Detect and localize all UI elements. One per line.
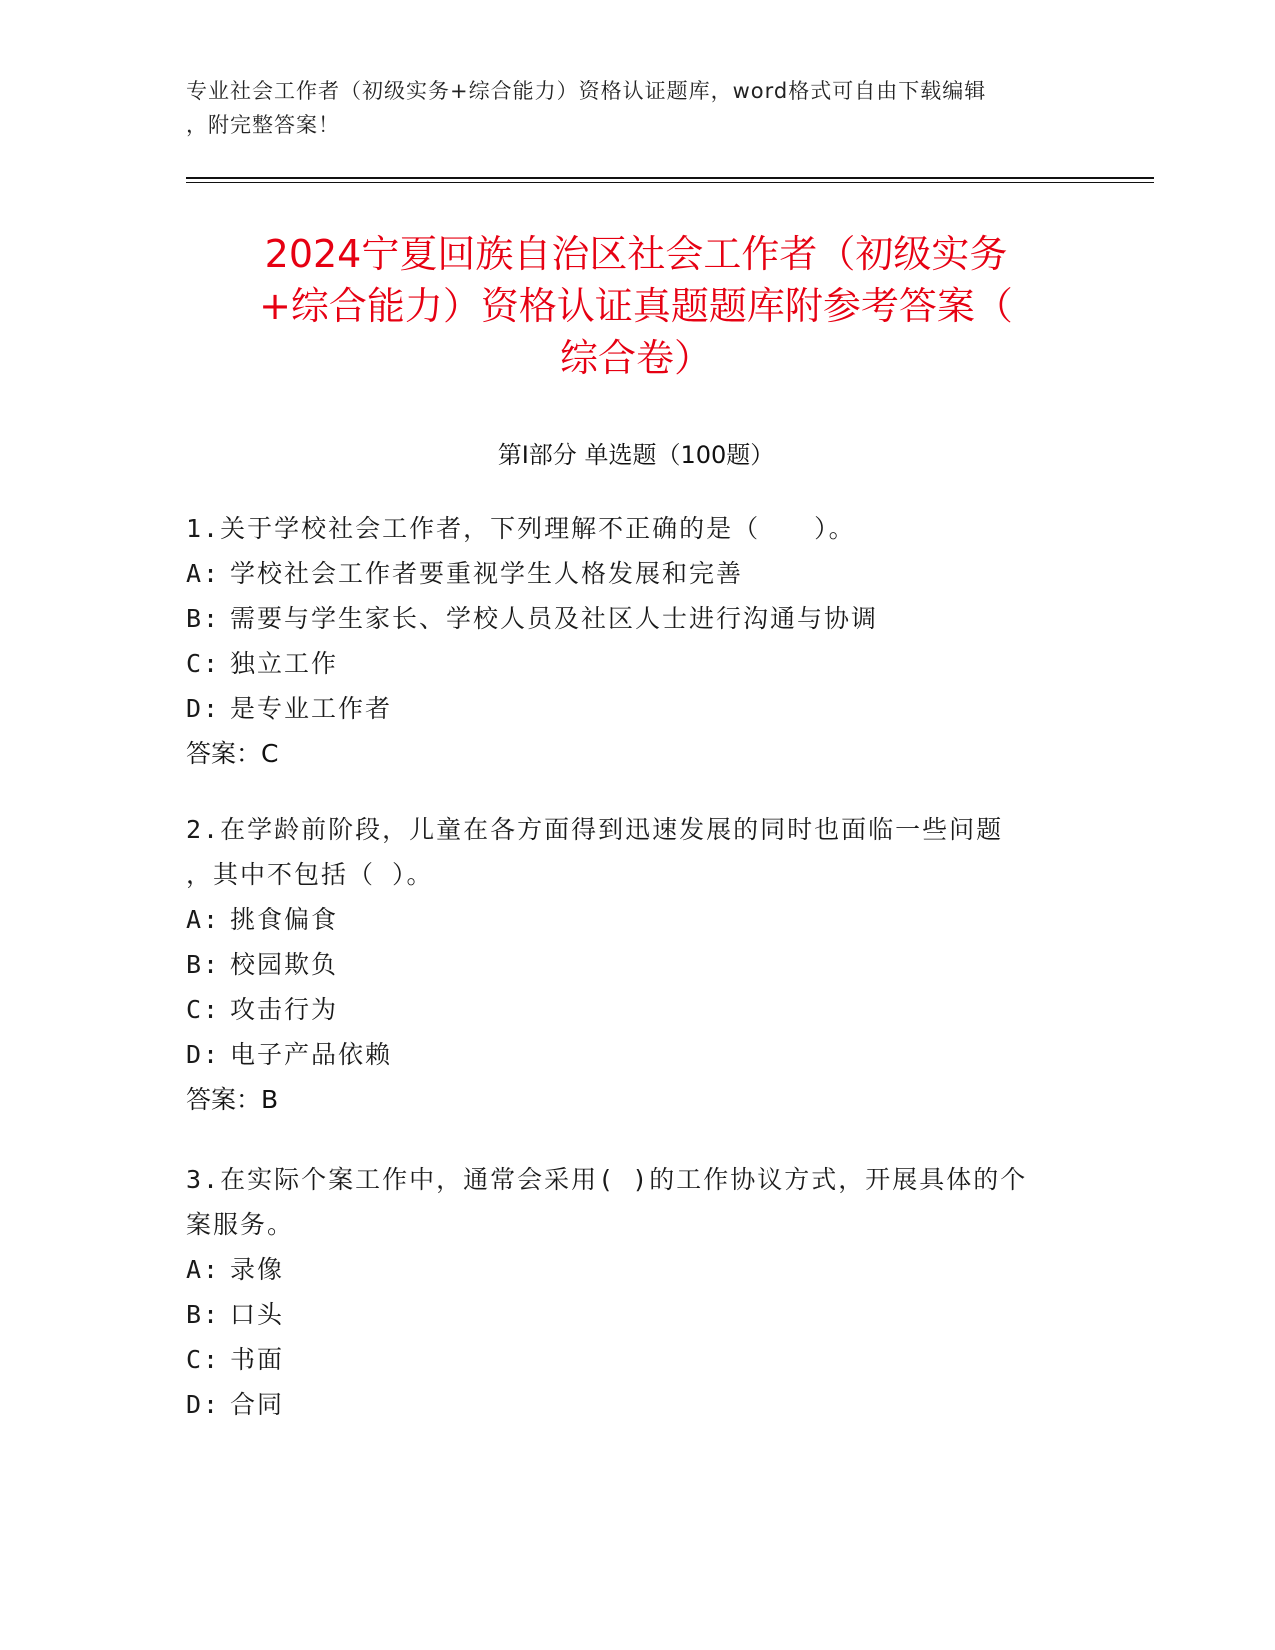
option-text: 攻击行为 xyxy=(230,995,339,1024)
option-key: B: xyxy=(186,1300,221,1329)
header-note-line2: ，附完整答案！ xyxy=(186,113,340,137)
option-key: D: xyxy=(186,1040,221,1069)
option-text: 书面 xyxy=(230,1345,285,1374)
option-text: 电子产品依赖 xyxy=(230,1040,393,1069)
question-stem-line1: 2.在学龄前阶段，儿童在各方面得到迅速发展的同时也面临一些问题 xyxy=(186,815,1004,844)
option-key: A: xyxy=(186,905,221,934)
answer: 答案：B xyxy=(186,1085,279,1114)
option-a xyxy=(186,551,1066,596)
option-d xyxy=(186,686,1066,731)
option-key: A: xyxy=(186,1255,221,1284)
answer: 答案：C xyxy=(186,739,279,768)
option-key: A: xyxy=(186,559,221,588)
question-stem-line2: ，其中不包括（ ）。 xyxy=(186,860,434,889)
option-key: C: xyxy=(186,649,221,678)
option-text: 校园欺负 xyxy=(230,950,339,979)
option-c xyxy=(186,987,1066,1032)
option-d xyxy=(186,1382,1066,1427)
header-divider-thick xyxy=(186,177,1154,179)
question-3 xyxy=(186,1157,1066,1427)
option-b xyxy=(186,596,1066,641)
option-a xyxy=(186,897,1066,942)
question-stem-line1: 3.在实际个案工作中，通常会采用( )的工作协议方式，开展具体的个 xyxy=(186,1165,1028,1194)
option-text: 口头 xyxy=(230,1300,285,1329)
option-key: C: xyxy=(186,1345,221,1374)
question-1 xyxy=(186,506,1066,776)
option-text: 挑食偏食 xyxy=(230,905,339,934)
option-text: 需要与学生家长、学校人员及社区人士进行沟通与协调 xyxy=(230,604,879,633)
option-text: 独立工作 xyxy=(230,649,339,678)
option-b xyxy=(186,1292,1066,1337)
section-title: 第Ⅰ部分 单选题（100题） xyxy=(497,441,775,469)
question-stem-line2: 案服务。 xyxy=(186,1210,295,1239)
option-key: B: xyxy=(186,950,221,979)
question-2 xyxy=(186,807,1066,1122)
header-note-line1: 专业社会工作者（初级实务+综合能力）资格认证题库，word格式可自由下载编辑 xyxy=(186,79,987,103)
option-c xyxy=(186,1337,1066,1382)
document-title-line3: 综合卷） xyxy=(559,336,712,380)
document-title xyxy=(186,228,1086,384)
option-text: 合同 xyxy=(230,1390,285,1419)
header-divider-thin xyxy=(186,182,1154,183)
option-c xyxy=(186,641,1066,686)
option-a xyxy=(186,1247,1066,1292)
option-text: 学校社会工作者要重视学生人格发展和完善 xyxy=(230,559,744,588)
option-key: B: xyxy=(186,604,221,633)
document-title-line2: +综合能力）资格认证真题题库附参考答案（ xyxy=(259,284,1013,328)
option-key: D: xyxy=(186,694,221,723)
option-d xyxy=(186,1032,1066,1077)
option-key: D: xyxy=(186,1390,221,1419)
option-text: 录像 xyxy=(230,1255,285,1284)
option-key: C: xyxy=(186,995,221,1024)
option-text: 是专业工作者 xyxy=(230,694,393,723)
document-title-line1: 2024宁夏回族自治区社会工作者（初级实务 xyxy=(264,232,1008,276)
option-b xyxy=(186,942,1066,987)
question-stem: 1.关于学校社会工作者，下列理解不正确的是（ ）。 xyxy=(186,514,856,543)
header-note xyxy=(186,74,1086,142)
